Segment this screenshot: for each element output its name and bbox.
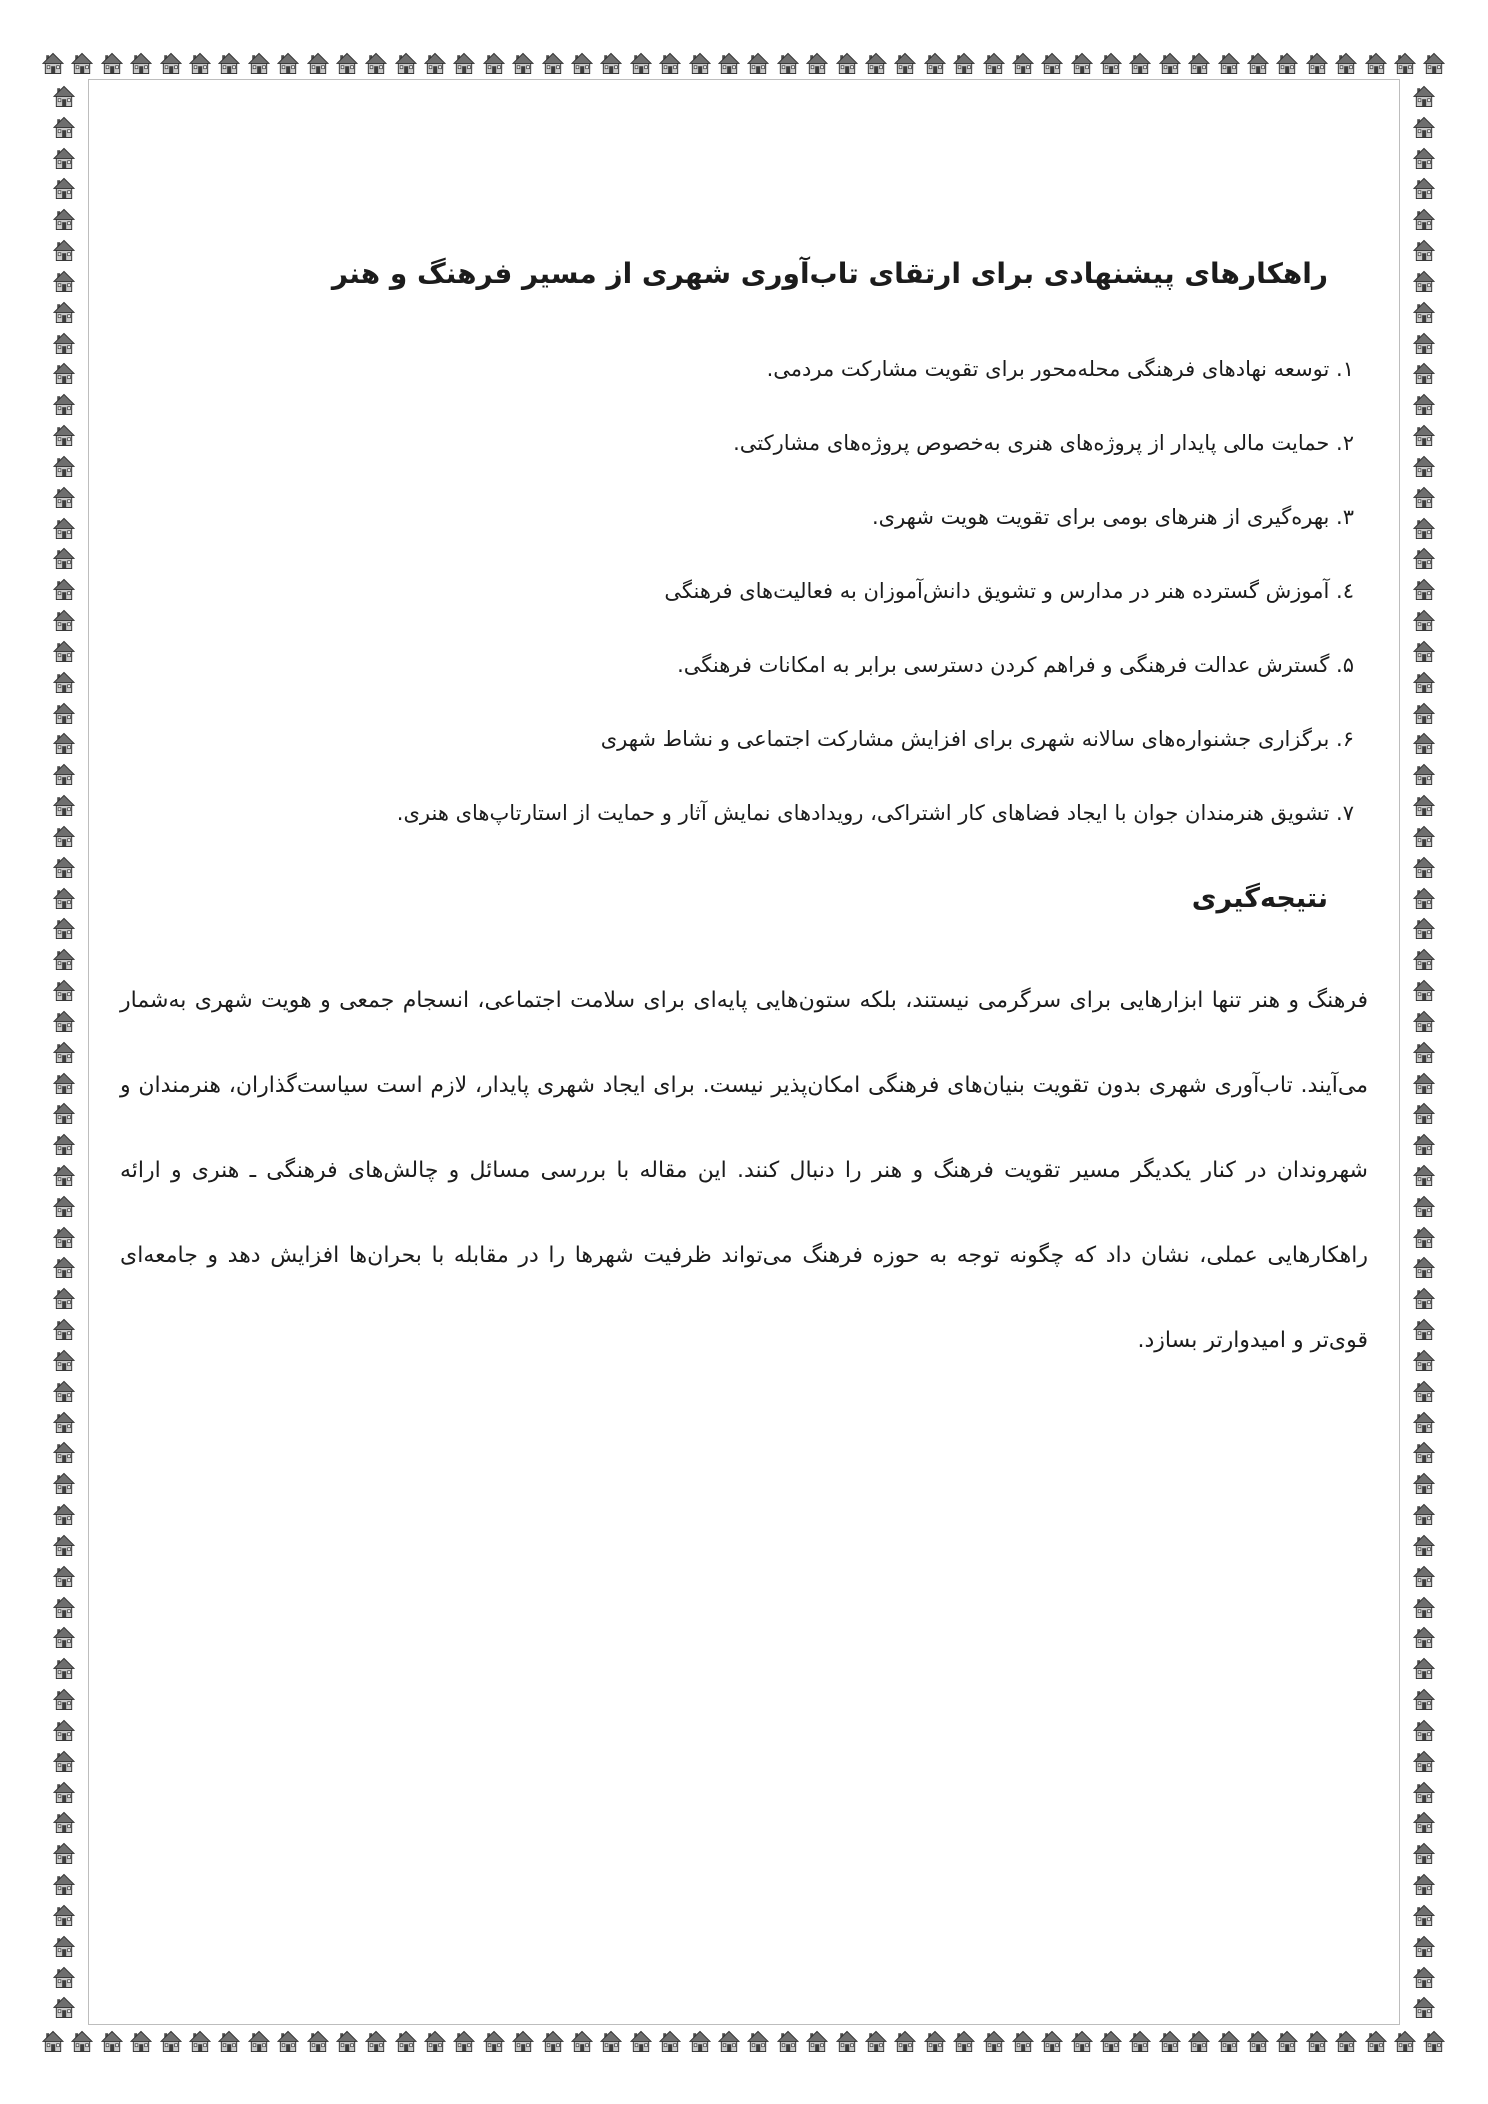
house-icon <box>53 1656 75 1680</box>
house-icon <box>1413 639 1435 663</box>
house-icon <box>53 1317 75 1341</box>
house-icon <box>1413 1132 1435 1156</box>
house-icon <box>777 51 799 75</box>
house-icon <box>542 51 564 75</box>
house-icon <box>983 51 1005 75</box>
house-icon <box>53 701 75 725</box>
house-icon <box>53 886 75 910</box>
house-icon <box>1129 51 1151 75</box>
house-icon <box>53 855 75 879</box>
house-icon <box>1413 546 1435 570</box>
house-icon <box>53 608 75 632</box>
house-icon <box>395 51 417 75</box>
house-icon <box>53 146 75 170</box>
house-icon <box>53 1132 75 1156</box>
house-icon <box>571 51 593 75</box>
house-icon <box>1413 1502 1435 1526</box>
house-icon <box>42 51 64 75</box>
border-art-top <box>42 50 1446 76</box>
house-icon <box>1276 2029 1298 2053</box>
house-icon <box>53 1471 75 1495</box>
house-icon <box>1012 51 1034 75</box>
house-icon <box>160 2029 182 2053</box>
house-icon <box>424 2029 446 2053</box>
house-icon <box>1413 269 1435 293</box>
house-icon <box>53 454 75 478</box>
recommendations-list <box>120 332 1368 850</box>
house-icon <box>630 2029 652 2053</box>
house-icon <box>453 51 475 75</box>
house-icon <box>483 2029 505 2053</box>
house-icon <box>1413 916 1435 940</box>
house-icon <box>189 2029 211 2053</box>
house-icon <box>53 1965 75 1989</box>
house-icon <box>53 1009 75 1033</box>
house-icon <box>483 51 505 75</box>
house-icon <box>1071 51 1093 75</box>
house-icon <box>1413 1286 1435 1310</box>
house-icon <box>894 2029 916 2053</box>
house-icon <box>53 1163 75 1187</box>
house-icon <box>53 1841 75 1865</box>
house-icon <box>1413 1595 1435 1619</box>
list-item: ۷. تشویق هنرمندان جوان با ایجاد فضاهای کار اشتراکی، رویدادهای نمایش آثار و حمایت از استارتاپ‌های هنری. <box>396 801 1354 825</box>
house-icon <box>53 516 75 540</box>
house-icon <box>53 1502 75 1526</box>
house-icon <box>512 51 534 75</box>
house-icon <box>806 51 828 75</box>
house-icon <box>277 51 299 75</box>
house-icon <box>542 2029 564 2053</box>
house-icon <box>53 762 75 786</box>
house-icon <box>53 1810 75 1834</box>
house-icon <box>1276 51 1298 75</box>
house-icon <box>1413 1625 1435 1649</box>
house-icon <box>836 51 858 75</box>
house-icon <box>218 2029 240 2053</box>
house-icon <box>1413 361 1435 385</box>
house-icon <box>336 2029 358 2053</box>
house-icon <box>53 1995 75 2019</box>
house-icon <box>1413 577 1435 601</box>
house-icon <box>336 51 358 75</box>
house-icon <box>53 916 75 940</box>
house-icon <box>53 207 75 231</box>
house-icon <box>1365 51 1387 75</box>
house-icon <box>365 2029 387 2053</box>
house-icon <box>953 2029 975 2053</box>
house-icon <box>689 51 711 75</box>
house-icon <box>747 2029 769 2053</box>
house-icon <box>53 485 75 509</box>
house-icon <box>600 51 622 75</box>
house-icon <box>53 1040 75 1064</box>
house-icon <box>1413 1687 1435 1711</box>
house-icon <box>689 2029 711 2053</box>
house-icon <box>1413 731 1435 755</box>
house-icon <box>1423 2029 1445 2053</box>
house-icon <box>718 2029 740 2053</box>
house-icon <box>924 2029 946 2053</box>
house-icon <box>42 2029 64 2053</box>
house-icon <box>865 2029 887 2053</box>
house-icon <box>218 51 240 75</box>
house-icon <box>1247 51 1269 75</box>
house-icon <box>248 51 270 75</box>
house-icon <box>1413 1810 1435 1834</box>
house-icon <box>53 115 75 139</box>
house-icon <box>53 238 75 262</box>
list-item: ۵. گسترش عدالت فرهنگی و فراهم کردن دسترسی برابر به امکانات فرهنگی. <box>677 653 1354 677</box>
house-icon <box>1100 2029 1122 2053</box>
house-icon <box>53 1934 75 1958</box>
house-icon <box>983 2029 1005 2053</box>
house-icon <box>1413 1841 1435 1865</box>
house-icon <box>424 51 446 75</box>
list-item: ۶. برگزاری جشنواره‌های سالانه شهری برای افزایش مشارکت اجتماعی و نشاط شهری <box>600 727 1354 751</box>
list-item: ۳. بهره‌گیری از هنرهای بومی برای تقویت هویت شهری. <box>871 505 1354 529</box>
house-icon <box>365 51 387 75</box>
house-icon <box>777 2029 799 2053</box>
house-icon <box>130 51 152 75</box>
house-icon <box>1413 1656 1435 1680</box>
house-icon <box>1100 51 1122 75</box>
house-icon <box>307 51 329 75</box>
house-icon <box>1413 1255 1435 1279</box>
house-icon <box>53 1101 75 1125</box>
house-icon <box>453 2029 475 2053</box>
house-icon <box>1413 454 1435 478</box>
house-icon <box>1413 423 1435 447</box>
house-icon <box>1413 1410 1435 1434</box>
house-icon <box>1413 1872 1435 1896</box>
house-icon <box>53 1780 75 1804</box>
house-icon <box>1413 1965 1435 1989</box>
house-icon <box>1218 2029 1240 2053</box>
house-icon <box>659 51 681 75</box>
house-icon <box>1413 176 1435 200</box>
house-icon <box>1041 2029 1063 2053</box>
document-content <box>120 80 1368 2024</box>
border-art-bottom <box>42 2028 1446 2054</box>
house-icon <box>1413 1749 1435 1773</box>
house-icon <box>53 1348 75 1372</box>
house-icon <box>53 1564 75 1588</box>
house-icon <box>1413 855 1435 879</box>
house-icon <box>53 392 75 416</box>
house-icon <box>160 51 182 75</box>
house-icon <box>1413 207 1435 231</box>
house-icon <box>1413 146 1435 170</box>
house-icon <box>1413 762 1435 786</box>
house-icon <box>53 269 75 293</box>
house-icon <box>1129 2029 1151 2053</box>
house-icon <box>53 978 75 1002</box>
house-icon <box>512 2029 534 2053</box>
house-icon <box>1413 1903 1435 1927</box>
house-icon <box>1413 1101 1435 1125</box>
house-icon <box>53 1379 75 1403</box>
house-icon <box>1413 1780 1435 1804</box>
house-icon <box>307 2029 329 2053</box>
house-icon <box>1413 670 1435 694</box>
house-icon <box>1413 947 1435 971</box>
house-icon <box>53 1410 75 1434</box>
house-icon <box>53 423 75 447</box>
house-icon <box>1413 793 1435 817</box>
house-icon <box>1413 1317 1435 1341</box>
house-icon <box>1365 2029 1387 2053</box>
house-icon <box>600 2029 622 2053</box>
house-icon <box>101 51 123 75</box>
house-icon <box>747 51 769 75</box>
house-icon <box>1413 608 1435 632</box>
list-item: ۱. توسعه نهادهای فرهنگی محله‌محور برای تقویت مشارکت مردمی. <box>766 357 1354 381</box>
conclusion-heading: نتیجه‌گیری <box>1191 883 1328 914</box>
house-icon <box>1413 1009 1435 1033</box>
house-icon <box>53 1071 75 1095</box>
house-icon <box>1071 2029 1093 2053</box>
house-icon <box>1188 2029 1210 2053</box>
house-icon <box>1413 1533 1435 1557</box>
house-icon <box>865 51 887 75</box>
house-icon <box>130 2029 152 2053</box>
house-icon <box>1306 2029 1328 2053</box>
list-item: ٤. آموزش گسترده هنر در مدارس و تشویق دانش‌آموزان به فعالیت‌های فرهنگی <box>664 579 1354 603</box>
house-icon <box>1413 1194 1435 1218</box>
house-icon <box>1413 300 1435 324</box>
house-icon <box>718 51 740 75</box>
house-icon <box>1413 1225 1435 1249</box>
house-icon <box>1159 2029 1181 2053</box>
house-icon <box>53 947 75 971</box>
house-icon <box>395 2029 417 2053</box>
house-icon <box>571 2029 593 2053</box>
house-icon <box>1188 51 1210 75</box>
house-icon <box>1413 516 1435 540</box>
house-icon <box>53 731 75 755</box>
house-icon <box>806 2029 828 2053</box>
list-item: ۲. حمایت مالی پایدار از پروژه‌های هنری به‌خصوص پروژه‌های مشارکتی. <box>733 431 1354 455</box>
house-icon <box>1423 51 1445 75</box>
house-icon <box>1413 238 1435 262</box>
house-icon <box>101 2029 123 2053</box>
house-icon <box>1413 1934 1435 1958</box>
house-icon <box>53 793 75 817</box>
house-icon <box>1413 331 1435 355</box>
house-icon <box>1413 84 1435 108</box>
house-icon <box>71 51 93 75</box>
house-icon <box>924 51 946 75</box>
house-icon <box>1012 2029 1034 2053</box>
house-icon <box>277 2029 299 2053</box>
house-icon <box>1413 1348 1435 1372</box>
house-icon <box>1413 701 1435 725</box>
house-icon <box>53 577 75 601</box>
house-icon <box>1413 1995 1435 2019</box>
house-icon <box>1413 978 1435 1002</box>
house-icon <box>1335 2029 1357 2053</box>
house-icon <box>71 2029 93 2053</box>
house-icon <box>53 670 75 694</box>
house-icon <box>53 1255 75 1279</box>
house-icon <box>953 51 975 75</box>
house-icon <box>1413 1718 1435 1742</box>
house-icon <box>53 1903 75 1927</box>
house-icon <box>53 1687 75 1711</box>
house-icon <box>53 1718 75 1742</box>
house-icon <box>1413 1471 1435 1495</box>
house-icon <box>53 824 75 848</box>
house-icon <box>1413 1440 1435 1464</box>
house-icon <box>53 1595 75 1619</box>
house-icon <box>53 546 75 570</box>
house-icon <box>1413 1071 1435 1095</box>
house-icon <box>1247 2029 1269 2053</box>
conclusion-paragraph: فرهنگ و هنر تنها ابزارهایی برای سرگرمی نیستند، بلکه ستون‌هایی پایه‌ای برای سلامت اجتماعی، انسجام جمعی و هویت شهری به‌شمار می‌آیند. تاب‌آوری شهری بدون تقویت بنیان‌های فرهنگی امکان‌پذیر نیست. برای ایجاد شهری پایدار، لازم است سیاست‌گذاران، هنرمندان و شهروندان در کنار یکدیگر مسیر تقویت فرهنگ و هنر را دنبال کنند. این مقاله با بررسی مسائل و چالش‌های فرهنگی ـ هنری و ارائه راهکارهایی عملی، نشان داد که چگونه توجه به حوزه فرهنگ می‌تواند ظرفیت شهرها را در مقابله با بحران‌ها افزایش دهد و جامعه‌ای قوی‌تر و امیدوارتر بسازد. <box>120 988 1368 1353</box>
house-icon <box>53 1225 75 1249</box>
house-icon <box>1413 1564 1435 1588</box>
house-icon <box>248 2029 270 2053</box>
house-icon <box>1306 51 1328 75</box>
border-art-left <box>52 84 76 2020</box>
house-icon <box>53 300 75 324</box>
house-icon <box>53 1440 75 1464</box>
house-icon <box>1413 392 1435 416</box>
house-icon <box>1335 51 1357 75</box>
house-icon <box>1413 115 1435 139</box>
house-icon <box>1413 1163 1435 1187</box>
house-icon <box>1413 886 1435 910</box>
border-art-right <box>1412 84 1436 2020</box>
house-icon <box>53 1533 75 1557</box>
house-icon <box>53 1625 75 1649</box>
house-icon <box>894 51 916 75</box>
house-icon <box>836 2029 858 2053</box>
house-icon <box>1394 2029 1416 2053</box>
house-icon <box>1413 1379 1435 1403</box>
house-icon <box>53 1194 75 1218</box>
house-icon <box>53 1872 75 1896</box>
house-icon <box>1413 1040 1435 1064</box>
house-icon <box>630 51 652 75</box>
house-icon <box>1413 485 1435 509</box>
house-icon <box>189 51 211 75</box>
house-icon <box>53 1749 75 1773</box>
house-icon <box>53 176 75 200</box>
house-icon <box>53 639 75 663</box>
house-icon <box>1394 51 1416 75</box>
house-icon <box>53 84 75 108</box>
house-icon <box>53 1286 75 1310</box>
house-icon <box>1041 51 1063 75</box>
house-icon <box>1218 51 1240 75</box>
house-icon <box>1159 51 1181 75</box>
house-icon <box>1413 824 1435 848</box>
page-title: راهکارهای پیشنهادی برای ارتقای تاب‌آوری شهری از مسیر فرهنگ و هنر <box>331 257 1328 290</box>
house-icon <box>53 331 75 355</box>
house-icon <box>53 361 75 385</box>
house-icon <box>659 2029 681 2053</box>
